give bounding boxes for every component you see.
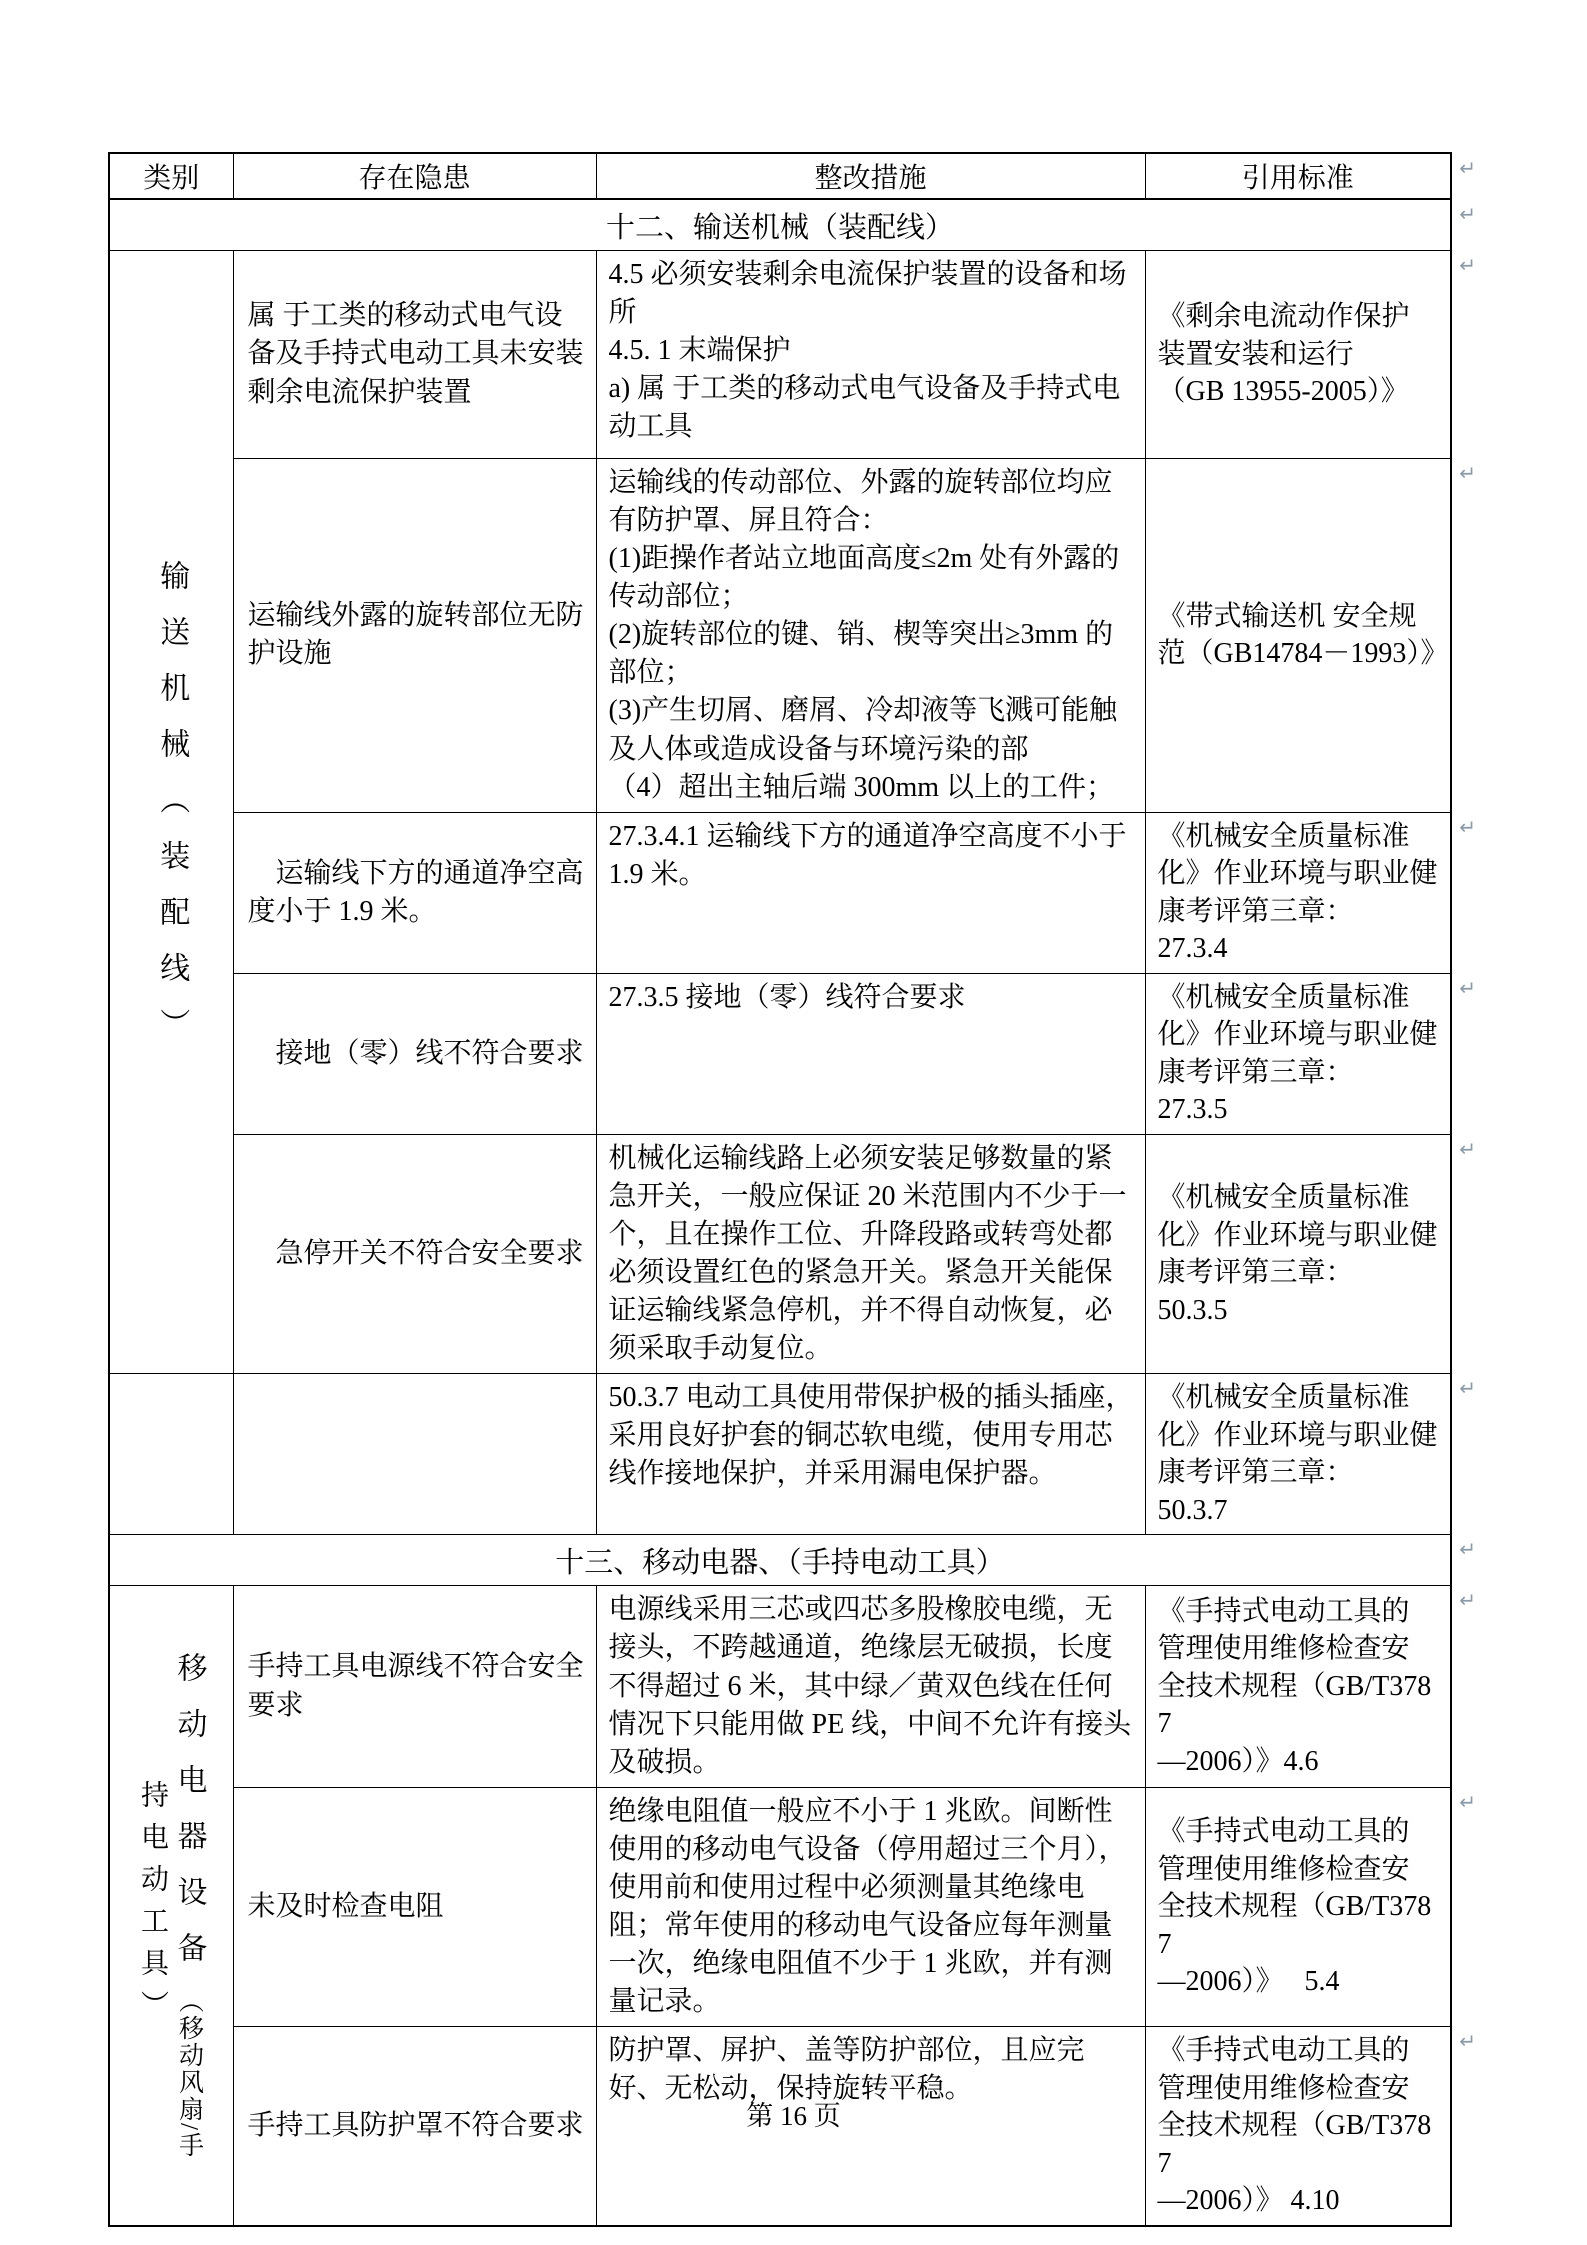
- table-row: [109, 251, 1451, 459]
- standard-cell: [1145, 973, 1476, 1134]
- category-text-sub: （移动风扇/手: [175, 1988, 203, 2160]
- category-vertical-column-1: [174, 1652, 205, 2159]
- measure-cell: [596, 251, 1145, 459]
- standard-text: 管理使用维修检查安: [1157, 2072, 1410, 2104]
- standard-text: 《手持式电动工具的: [1157, 1595, 1410, 1627]
- standard-cell: [1145, 251, 1476, 459]
- standard-cell: [1145, 1787, 1476, 2026]
- paragraph-mark: ↵: [1459, 814, 1476, 839]
- section-13-title: [109, 1535, 1476, 1586]
- standard-text: —2006）》4.6: [1157, 1745, 1319, 1777]
- paragraph-mark: ↵: [1459, 461, 1476, 485]
- category-vertical-text: 输送机械（装配线）: [155, 560, 189, 1065]
- standard-text: —2006）》 4.10: [1157, 2185, 1340, 2217]
- standard-text: 《机械安全质量标准: [1157, 1182, 1410, 1214]
- standard-text: —2006）》 5.4: [1157, 1966, 1340, 1998]
- hazard-cell: [233, 1586, 596, 1787]
- standard-text: 化》作业环境与职业健: [1157, 858, 1438, 890]
- table-header-row: [109, 153, 1451, 199]
- measure-cell: [596, 1586, 1145, 1787]
- table-row: [109, 1787, 1451, 2026]
- standard-cell: [1145, 1134, 1476, 1373]
- standard-text: 50.3.5: [1157, 1294, 1228, 1326]
- paragraph-mark: ↵: [1459, 975, 1476, 1000]
- standard-text: 化》作业环境与职业健: [1157, 1219, 1438, 1251]
- paragraph-mark: ↵: [1459, 1588, 1476, 1613]
- measure-cell: [596, 1134, 1145, 1373]
- header-hazard: 存在隐患: [233, 153, 596, 199]
- measure-text: (3)产生切屑、磨屑、冷却液等飞溅可能触及人体或造成设备与环境污染的部: [608, 695, 1118, 765]
- standard-text: 康考评第三章：: [1157, 1056, 1354, 1088]
- table-row: [109, 1586, 1451, 1787]
- category-vertical-column-2: 持电动工具）: [137, 1779, 168, 2032]
- standard-cell: [1145, 1586, 1476, 1787]
- measure-cell: [596, 459, 1145, 813]
- category-text-main: 移动电器设备: [172, 1652, 206, 1989]
- measure-text: (1)距操作者站立地面高度≤2m 处有外露的传动部位；: [608, 543, 1120, 613]
- standard-text: 范（GB14784－1993）》: [1157, 638, 1449, 670]
- measure-text: 4.5. 1 末端保护: [608, 335, 791, 367]
- hazard-cell: [233, 459, 596, 813]
- hazard-text: 手持工具电源线不符合安全要求: [247, 1651, 584, 1721]
- paragraph-mark: ↵: [1459, 1789, 1476, 1814]
- paragraph-mark: ↵: [1459, 156, 1476, 180]
- standard-text: 管理使用维修检查安: [1157, 1853, 1410, 1885]
- hazard-rectification-table: [108, 152, 1476, 2227]
- hazard-text: 手持工具防护罩不符合要求: [247, 2109, 584, 2141]
- paragraph-mark: ↵: [1459, 253, 1476, 277]
- hazard-cell: [233, 1787, 596, 2026]
- measure-text: 机械化运输线路上必须安装足够数量的紧急开关，一般应保证 20 米范围内不少于一个，且在操作工位、升降段路或转弯处都必须设置红色的紧急开关。紧急开关能保证运输线紧急停机，并不得自动恢复，必须采取手动复位。: [608, 1142, 1127, 1365]
- measure-text: 4.5 必须安装剩余电流保护装置的设备和场所: [608, 259, 1127, 329]
- measure-text: 绝缘电阻值一般应不小于 1 兆欧。间断性使用的移动电气设备（停用超过三个月），使用前和使用过程中必须测量其绝缘电阻；常年使用的移动电气设备应每年测量一次，绝缘电阻值不少于 1 兆欧，并有测量记录。: [608, 1795, 1127, 2018]
- measure-text: 27.3.5 接地（零）线符合要求: [608, 981, 966, 1013]
- section-12-title-text: 十二、输送机械（装配线）: [605, 211, 954, 244]
- standard-text: 《带式输送机 安全规: [1157, 600, 1417, 632]
- paragraph-mark: ↵: [1459, 202, 1476, 226]
- hazard-text: 急停开关不符合安全要求: [247, 1238, 584, 1270]
- header-measure: 整改措施: [596, 153, 1145, 199]
- hazard-text: 运输线外露的旋转部位无防护设施: [247, 600, 584, 670]
- hazard-cell: [233, 973, 596, 1134]
- standard-text: 27.3.4: [1157, 933, 1228, 965]
- section-13-title-text: 十三、移动电器、（手持电动工具）: [555, 1546, 1005, 1579]
- paragraph-mark: ↵: [1459, 1537, 1476, 1562]
- table-row: [109, 459, 1451, 813]
- table-row: [109, 973, 1451, 1134]
- standard-text: 装置安装和运行: [1157, 338, 1354, 370]
- table-row: [109, 812, 1451, 973]
- measure-text: （4）超出主轴后端 300mm 以上的工件；: [608, 771, 1115, 803]
- measure-cell: [596, 1374, 1145, 1535]
- hazard-cell: [233, 1134, 596, 1373]
- hazard-cell: [233, 251, 596, 459]
- standard-text: 50.3.7: [1157, 1494, 1228, 1526]
- measure-cell: [596, 1787, 1145, 2026]
- paragraph-mark: ↵: [1459, 1136, 1476, 1161]
- standard-text: （GB 13955-2005）》: [1157, 376, 1409, 408]
- section-12-title-row: [109, 199, 1451, 251]
- hazard-cell-empty: [233, 1374, 596, 1535]
- standard-text: 管理使用维修检查安: [1157, 1633, 1410, 1665]
- header-standard-label: 引用标准: [1241, 163, 1354, 194]
- measure-text: a) 属 于工类的移动式电气设备及手持式电动工具: [608, 373, 1121, 443]
- standard-text: 全技术规程（GB/T3787: [1157, 1670, 1432, 1740]
- standard-text: 《剩余电流动作保护: [1157, 301, 1410, 333]
- measure-text: 运输线的传动部位、外露的旋转部位均应有防护罩、屏且符合：: [608, 467, 1113, 537]
- category-cell-empty: [109, 1374, 233, 1535]
- measure-cell: [596, 973, 1145, 1134]
- section-12-title: [109, 199, 1476, 251]
- standard-text: 《机械安全质量标准: [1157, 981, 1410, 1013]
- measure-text: 50.3.7 电动工具使用带保护极的插头插座，采用良好护套的铜芯软电缆，使用专用芯线作接地保护，并采用漏电保护器。: [608, 1382, 1134, 1490]
- measure-text: 防护罩、屏护、盖等防护部位，且应完好、无松动，保持旋转平稳。: [608, 2035, 1085, 2105]
- hazard-text: 未及时检查电阻: [247, 1890, 444, 1922]
- standard-text: 全技术规程（GB/T3787: [1157, 2110, 1432, 2179]
- table-row: [109, 1134, 1451, 1373]
- hazard-cell: [233, 812, 596, 973]
- paragraph-mark: ↵: [1459, 2029, 1476, 2054]
- standard-text: 化》作业环境与职业健: [1157, 1019, 1438, 1051]
- header-standard: [1145, 153, 1476, 199]
- standard-text: 康考评第三章：: [1157, 1457, 1354, 1489]
- table-row: [109, 1374, 1451, 1535]
- measure-cell: [596, 812, 1145, 973]
- standard-cell: [1145, 812, 1476, 973]
- paragraph-mark: ↵: [1459, 1376, 1476, 1401]
- standard-text: 化》作业环境与职业健: [1157, 1419, 1438, 1451]
- standard-text: 康考评第三章：: [1157, 1257, 1354, 1289]
- section-13-title-row: [109, 1535, 1451, 1586]
- standard-text: 27.3.5: [1157, 1094, 1228, 1126]
- category-cell-conveyor: [109, 251, 233, 1374]
- standard-text: 《手持式电动工具的: [1157, 1816, 1410, 1848]
- header-category: 类别: [109, 153, 233, 199]
- hazard-text: 接地（零）线不符合要求: [247, 1037, 584, 1069]
- standard-text: 康考评第三章：: [1157, 895, 1354, 927]
- standard-text: 全技术规程（GB/T3787: [1157, 1891, 1432, 1960]
- measure-text: 电源线采用三芯或四芯多股橡胶电缆，无接头，不跨越通道，绝缘层无破损，长度不得超过 6 米，其中绿／黄双色线在任何情况下只能用做 PE 线，中间不允许有接头及破损。: [608, 1594, 1132, 1778]
- hazard-text: 运输线下方的通道净空高度小于 1.9 米。: [247, 857, 584, 927]
- standard-text: 《机械安全质量标准: [1157, 1382, 1410, 1414]
- measure-text: (2)旋转部位的键、销、楔等突出≥3mm 的部位；: [608, 619, 1114, 689]
- measure-text: 27.3.4.1 运输线下方的通道净空高度不小于 1.9 米。: [608, 820, 1127, 890]
- standard-cell: [1145, 1374, 1476, 1535]
- standard-cell: [1145, 459, 1476, 813]
- standard-text: 《机械安全质量标准: [1157, 820, 1410, 852]
- page-number-footer: 第 16 页: [746, 2101, 841, 2131]
- standard-text: 《手持式电动工具的: [1157, 2035, 1410, 2067]
- hazard-text: 属 于工类的移动式电气设备及手持式电动工具未安装剩余电流保护装置: [247, 300, 584, 408]
